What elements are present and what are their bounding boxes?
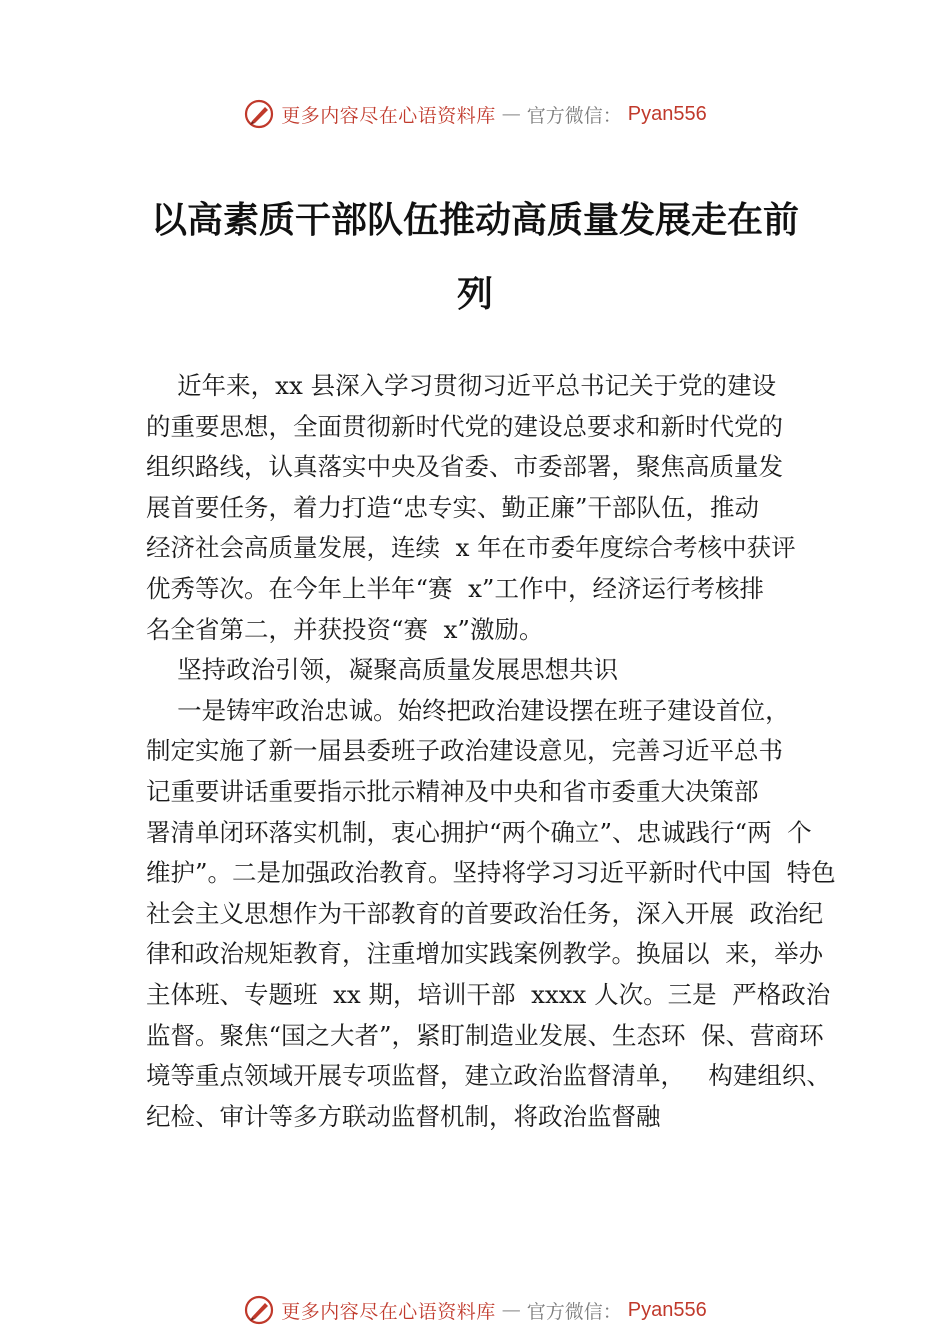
top-watermark xyxy=(0,94,950,134)
body-line: 一是铸牢政治忠诚。始终把政治建设摆在班子建设首位， xyxy=(146,695,790,725)
body-line: 组织路线，认真落实中央及省委、市委部署，聚焦高质量发 xyxy=(146,452,783,482)
body-line: 优秀等次。在今年上半年“赛 x”工作中，经济运行考核排 xyxy=(146,573,764,603)
body-line: 律和政治规矩教育，注重增加实践案例教学。换届以 来，举办 xyxy=(146,939,824,969)
body-line: 主体班、专题班 xx 期，培训干部 xxxx 人次。三是 严格政治 xyxy=(146,979,831,1009)
watermark-wechat-label: 官方微信： xyxy=(526,1300,622,1323)
watermark-wechat-id: Pyan556 xyxy=(627,1298,707,1321)
watermark-separator: — xyxy=(501,1299,521,1321)
watermark-wechat-id: Pyan556 xyxy=(627,102,707,125)
body-line: 的重要思想，全面贯彻新时代党的建设总要求和新时代党的 xyxy=(146,411,783,441)
bottom-watermark xyxy=(0,1290,950,1330)
section-heading-line: 坚持政治引领，凝聚高质量发展思想共识 xyxy=(146,655,619,685)
watermark-wechat-label: 官方微信： xyxy=(526,104,622,127)
body-line: 制定实施了新一届县委班子政治建设意见，完善习近平总书 xyxy=(146,736,783,766)
body-line: 监督。聚焦“国之大者”，紧盯制造业发展、生态环 保、营商环 xyxy=(146,1020,824,1050)
body-line: 署清单闭环落实机制，衷心拥护“两个确立”、忠诚践行“两 个 xyxy=(146,817,812,847)
body-line: 名全省第二，并获投资“赛 x”激励。 xyxy=(146,614,544,644)
body-line: 纪检、审计等多方联动监督机制，将政治监督融 xyxy=(146,1101,661,1131)
watermark-brand-text: 更多内容尽在心语资料库 xyxy=(281,104,496,127)
watermark-brand-text: 更多内容尽在心语资料库 xyxy=(281,1300,496,1323)
document-body xyxy=(146,366,836,1137)
body-line: 维护”。二是加强政治教育。坚持将学习习近平新时代中国 特色 xyxy=(146,858,836,888)
body-line: 记重要讲话重要指示批示精神及中央和省市委重大决策部 xyxy=(146,776,759,806)
body-line: 经济社会高质量发展，连续 x 年在市委年度综合考核中获评 xyxy=(146,533,796,563)
body-line: 近年来，xx 县深入学习贯彻习近平总书记关于党的建设 xyxy=(146,371,777,400)
document-title-line1: 以高素质干部队伍推动高质量发展走在前 xyxy=(150,199,799,241)
watermark-separator: — xyxy=(501,103,521,125)
body-line: 展首要任务，着力打造“忠专实、勤正廉”干部队伍，推动 xyxy=(146,492,760,522)
body-line: 社会主义思想作为干部教育的首要政治任务，深入开展 政治纪 xyxy=(146,898,824,928)
pen-logo-icon xyxy=(243,98,275,130)
pen-logo-icon xyxy=(243,1294,275,1326)
body-line: 境等重点领域开展专项监督，建立政治监督清单， 构建组织、 xyxy=(146,1061,831,1091)
document-title-line2: 列 xyxy=(456,273,493,315)
